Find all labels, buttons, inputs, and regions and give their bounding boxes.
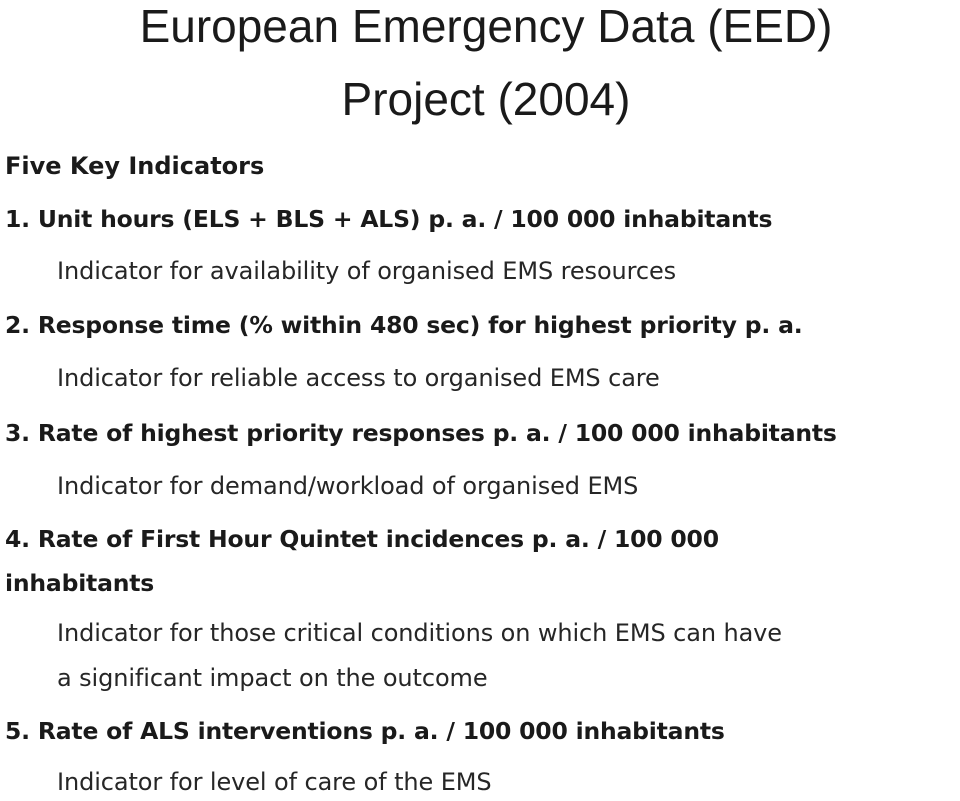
indicator-2-description: Indicator for reliable access to organised EMS care [57, 364, 660, 392]
indicator-4-title-continued: inhabitants [5, 569, 155, 597]
indicator-2-title: 2. Response time (% within 480 sec) for highest priority p. a. [5, 311, 803, 339]
slide-title-line-1: European Emergency Data (EED) [139, 0, 833, 52]
section-heading: Five Key Indicators [5, 152, 265, 180]
slide-title-line-2: Project (2004) [341, 73, 631, 125]
indicator-5-description: Indicator for level of care of the EMS [57, 768, 492, 796]
indicator-3-description: Indicator for demand/workload of organised EMS [57, 472, 639, 500]
indicator-4-title: 4. Rate of First Hour Quintet incidences p. a. / 100 000 [5, 525, 719, 553]
indicator-3-title: 3. Rate of highest priority responses p. a. / 100 000 inhabitants [5, 419, 837, 447]
indicator-1-description: Indicator for availability of organised EMS resources [57, 257, 677, 285]
indicator-4-description: Indicator for those critical conditions on which EMS can have [57, 619, 782, 647]
indicator-1-title: 1. Unit hours (ELS + BLS + ALS) p. a. / 100 000 inhabitants [5, 205, 773, 233]
indicator-4-description-continued: a significant impact on the outcome [57, 664, 488, 692]
indicator-5-title: 5. Rate of ALS interventions p. a. / 100 000 inhabitants [5, 717, 725, 745]
